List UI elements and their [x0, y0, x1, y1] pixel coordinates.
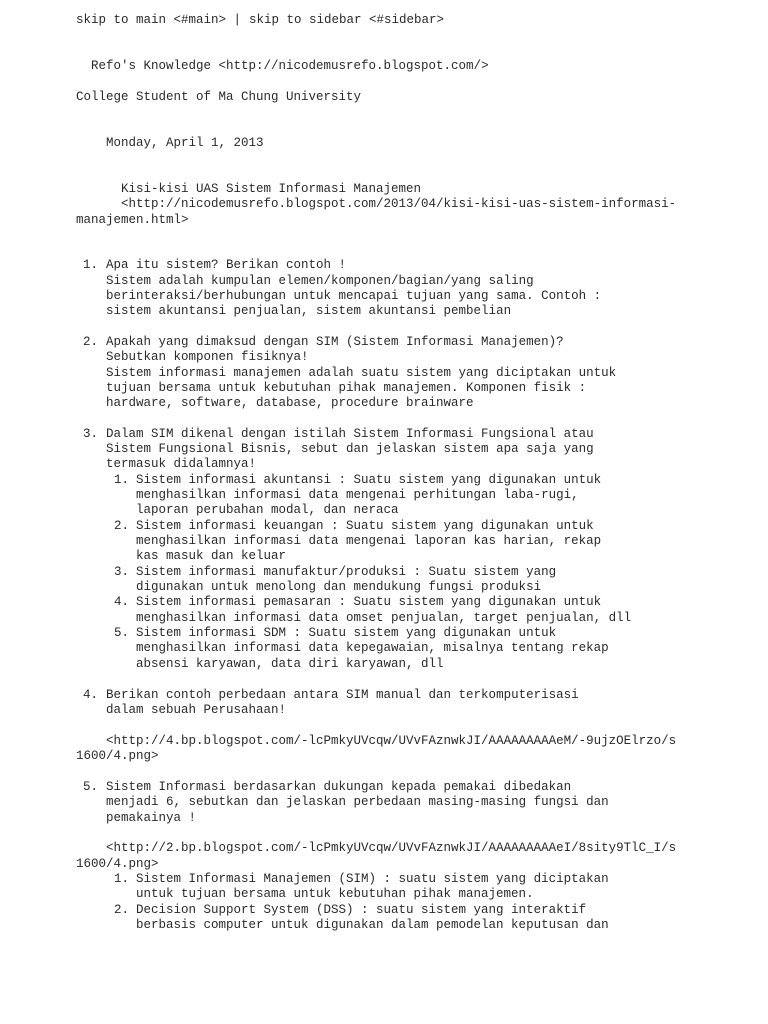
answer-text: sistem akuntansi penjualan, sistem akuntansi pembelian [106, 304, 512, 318]
answer-text: tujuan bersama untuk kebutuhan pihak manajemen. Komponen fisik : [106, 381, 587, 395]
subitem-text: laporan perubahan modal, dan neraca [136, 503, 399, 517]
subitem-text: Sistem informasi akuntansi : Suatu sistem yang digunakan untuk [136, 473, 602, 487]
question-text: Sistem Informasi berdasarkan dukungan kepada pemakai dibedakan [106, 780, 572, 794]
subitem-number: 3. [114, 565, 130, 579]
post-title-link[interactable]: Kisi-kisi UAS Sistem Informasi Manajemen [121, 182, 422, 196]
skip-to-main-link[interactable]: skip to main <#main> [76, 13, 227, 27]
subitem-text: Sistem Informasi Manajemen (SIM) : suatu sistem yang diciptakan [136, 872, 609, 886]
question-text: Dalam SIM dikenal dengan istilah Sistem Informasi Fungsional atau [106, 427, 594, 441]
subitem-text: menghasilkan informasi data mengenai laporan kas harian, rekap [136, 534, 602, 548]
answer-text: berinteraksi/berhubungan untuk mencapai tujuan yang sama. Contoh : [106, 289, 602, 303]
subitem-number: 4. [114, 595, 130, 609]
subitem-number: 1. [114, 872, 130, 886]
subitem-text: Sistem informasi pemasaran : Suatu sistem yang digunakan untuk [136, 595, 602, 609]
answer-text: Sistem informasi manajemen adalah suatu sistem yang diciptakan untuk [106, 366, 617, 380]
item-number: 4. [83, 688, 99, 702]
item-number: 5. [83, 780, 99, 794]
post-title-url-cont[interactable]: manajemen.html> [76, 213, 189, 227]
question-text: Sebutkan komponen fisiknya! [106, 350, 309, 364]
question-text: Sistem Fungsional Bisnis, sebut dan jelaskan sistem apa saja yang [106, 442, 594, 456]
subitem-text: Sistem informasi keuangan : Suatu sistem yang digunakan untuk [136, 519, 594, 533]
post-date: Monday, April 1, 2013 [106, 136, 264, 150]
subitem-text: absensi karyawan, data diri karyawan, dll [136, 657, 444, 671]
subitem-number: 5. [114, 626, 130, 640]
subitem-text: Sistem informasi manufaktur/produksi : Suatu sistem yang [136, 565, 557, 579]
question-text: Berikan contoh perbedaan antara SIM manual dan terkomputerisasi [106, 688, 579, 702]
question-text: Apakah yang dimaksud dengan SIM (Sistem Informasi Manajemen)? [106, 335, 564, 349]
nav-separator: | [226, 13, 249, 27]
subitem-number: 2. [114, 519, 130, 533]
question-text: menjadi 6, sebutkan dan jelaskan perbedaan masing-masing fungsi dan [106, 795, 609, 809]
question-text: pemakainya ! [106, 811, 197, 825]
item-number: 1. [83, 258, 99, 272]
subitem-text: Sistem informasi SDM : Suatu sistem yang digunakan untuk [136, 626, 557, 640]
post-title-url[interactable]: <http://nicodemusrefo.blogspot.com/2013/04/kisi-kisi-uas-sistem-informasi- [121, 197, 677, 211]
answer-text: hardware, software, database, procedure brainware [106, 396, 474, 410]
subitem-number: 2. [114, 903, 130, 917]
blog-description: College Student of Ma Chung University [76, 90, 362, 104]
question-text: dalam sebuah Perusahaan! [106, 703, 287, 717]
question-text: termasuk didalamnya! [106, 457, 257, 471]
item-number: 2. [83, 335, 99, 349]
subitem-text: Decision Support System (DSS) : suatu sistem yang interaktif [136, 903, 587, 917]
skip-to-sidebar-link[interactable]: skip to sidebar <#sidebar> [249, 13, 445, 27]
subitem-text: menghasilkan informasi data omset penjualan, target penjualan, dll [136, 611, 632, 625]
subitem-text: digunakan untuk menolong dan mendukung fungsi produksi [136, 580, 542, 594]
question-text: Apa itu sistem? Berikan contoh ! [106, 258, 347, 272]
answer-text: Sistem adalah kumpulan elemen/komponen/bagian/yang saling [106, 274, 534, 288]
image-link[interactable]: <http://4.bp.blogspot.com/-lcPmkyUVcqw/UVvFAznwkJI/AAAAAAAAAeM/-9ujzOElrzo/s [106, 734, 677, 748]
subitem-text: untuk tujuan bersama untuk kebutuhan pihak manajemen. [136, 887, 534, 901]
subitem-text: menghasilkan informasi data mengenai perhitungan laba-rugi, [136, 488, 579, 502]
image-link-cont[interactable]: 1600/4.png> [76, 749, 159, 763]
subitem-text: kas masuk dan keluar [136, 549, 287, 563]
image-link-cont[interactable]: 1600/4.png> [76, 857, 159, 871]
image-link[interactable]: <http://2.bp.blogspot.com/-lcPmkyUVcqw/UVvFAznwkJI/AAAAAAAAAeI/8sity9TlC_I/s [106, 841, 677, 855]
subitem-text: menghasilkan informasi data kepegawaian, misalnya tentang rekap [136, 641, 609, 655]
blog-title-link[interactable]: Refo's Knowledge <http://nicodemusrefo.blogspot.com/> [91, 59, 489, 73]
item-number: 3. [83, 427, 99, 441]
subitem-number: 1. [114, 473, 130, 487]
subitem-text: berbasis computer untuk digunakan dalam pemodelan keputusan dan [136, 918, 609, 932]
